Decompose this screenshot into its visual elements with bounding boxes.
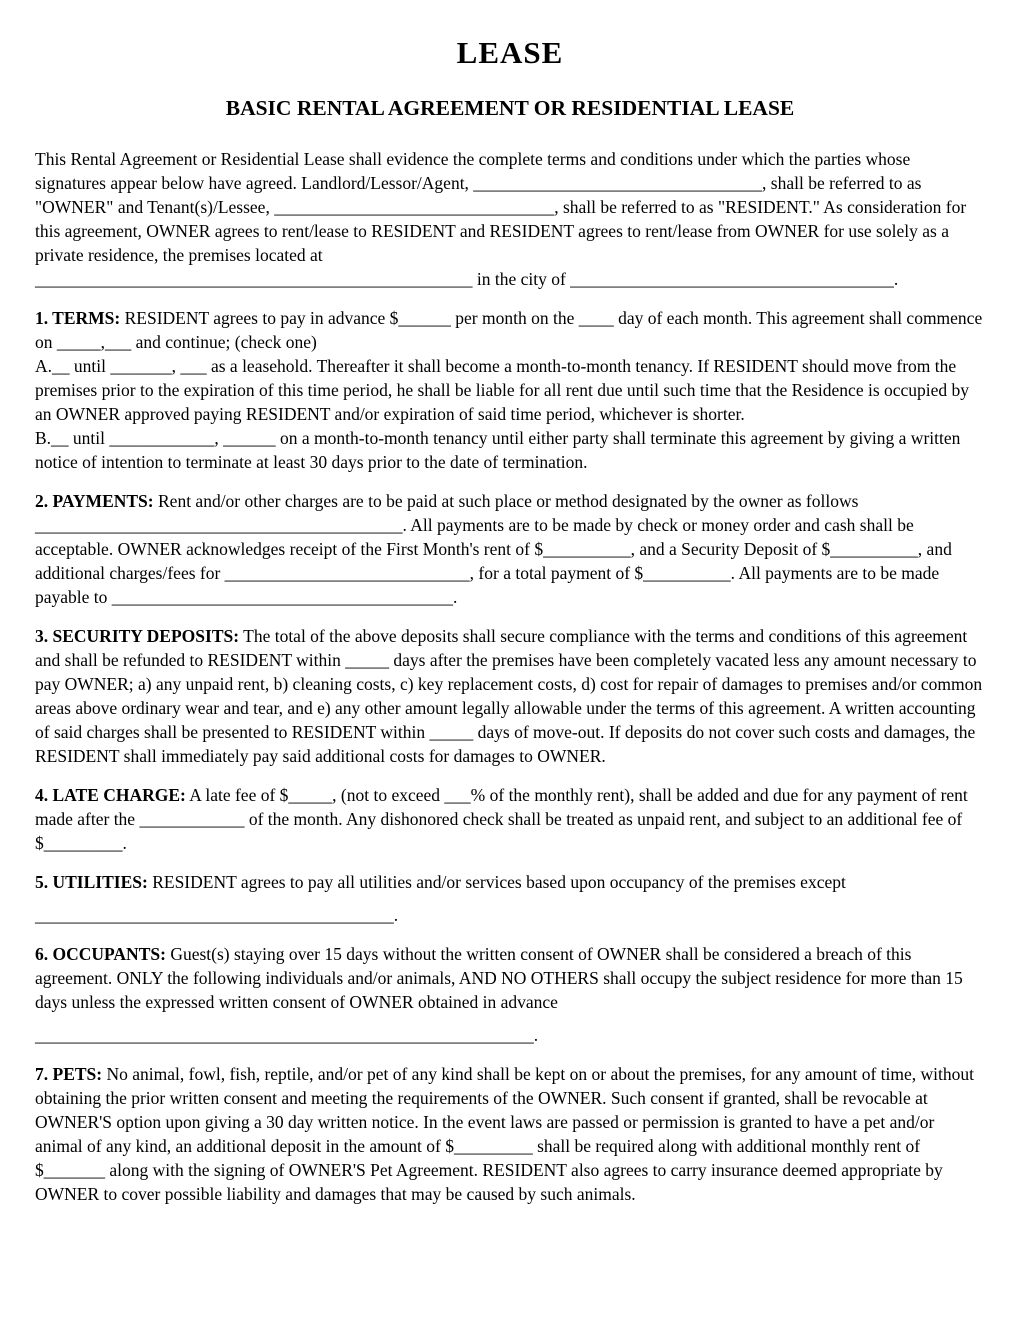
section-paragraph bbox=[35, 870, 985, 894]
section-label: 6. OCCUPANTS: bbox=[35, 944, 166, 964]
doc-title: LEASE bbox=[456, 35, 564, 70]
clause-b: B.__ until ____________, ______ on a month-to-month tenancy until either party shall terminate this agreement by giving a written notice of intention to terminate at least 30 days prior to the date of termination. bbox=[35, 428, 961, 472]
section-label: 1. TERMS: bbox=[35, 308, 121, 328]
section-paragraph bbox=[35, 489, 985, 609]
fill-in-blank-line: _________________________________________________________. bbox=[35, 1025, 539, 1045]
intro-section bbox=[35, 147, 985, 291]
section-text: A late fee of $_____, (not to exceed ___% of the monthly rent), shall be added and due for any payment of rent made after the ____________ of the month. Any dishonored check shall be treated as unpaid rent, and subject to an additional fee of $_________. bbox=[35, 785, 968, 853]
section-4-late-charge bbox=[35, 783, 985, 855]
section-label: 3. SECURITY DEPOSITS: bbox=[35, 626, 240, 646]
section-label: 4. LATE CHARGE: bbox=[35, 785, 186, 805]
section-text: RESIDENT agrees to pay in advance $______ per month on the ____ day of each month. This agreement shall commence on _____,___ and continue; (check one) bbox=[35, 308, 983, 352]
doc-subtitle: BASIC RENTAL AGREEMENT OR RESIDENTIAL LEASE bbox=[225, 96, 795, 120]
section-text: No animal, fowl, fish, reptile, and/or pet of any kind shall be kept on or about the premises, for any amount of time, without obtaining the prior written consent and meeting the requirements of the OWNER. Such consent if granted, shall be revocable at OWNER'S option upon giving a 30 day written notice. In the event laws are passed or permission is granted to have a pet and/or animal of any kind, an additional deposit in the amount of $_________ shall be required along with additional monthly rent of $_______ along with the signing of OWNER'S Pet Agreement. RESIDENT also agrees to carry insurance deemed appropriate by OWNER to cover possible liability and damages that may be caused by such animals. bbox=[35, 1064, 974, 1204]
section-3-security-deposits bbox=[35, 624, 985, 768]
section-2-payments bbox=[35, 489, 985, 609]
section-paragraph bbox=[35, 1062, 985, 1206]
section-paragraph bbox=[35, 783, 985, 855]
intro-paragraph: This Rental Agreement or Residential Lease shall evidence the complete terms and conditions under which the parties whose signatures appear below have agreed. Landlord/Lessor/Agent, _________________________________, shall be referred to as "OWNER" and Tenant(s)/Lessee, ________________________________, shall be referred to as "RESIDENT." As consideration for this agreement, OWNER agrees to rent/lease to RESIDENT and RESIDENT agrees to rent/lease from OWNER for use solely as a private residence, the premises located at bbox=[35, 149, 967, 265]
section-paragraph bbox=[35, 306, 985, 354]
section-label: 2. PAYMENTS: bbox=[35, 491, 154, 511]
section-7-pets bbox=[35, 1062, 985, 1206]
fill-in-blank-line: _________________________________________. bbox=[35, 905, 399, 925]
clause-a: A.__ until _______, ___ as a leasehold. Thereafter it shall become a month-to-month tenancy. If RESIDENT should move from the premises prior to the expiration of this time period, he shall be liable for all rent due until such time that the Residence is occupied by an OWNER approved paying RESIDENT and/or expiration of said time period, whichever is shorter. bbox=[35, 356, 970, 424]
section-paragraph bbox=[35, 942, 985, 1014]
intro-fill-in-line: __________________________________________________ in the city of _____________________________________. bbox=[35, 269, 899, 289]
section-text: Rent and/or other charges are to be paid at such place or method designated by the owner as follows __________________________________________. All payments are to be made by check or money order and cash shall be acceptable. OWNER acknowledges receipt of the First Month's rent of $__________, and a Security Deposit of $__________, and additional charges/fees for ____________________________, for a total payment of $__________. All payments are to be made payable to _______________________________________. bbox=[35, 491, 952, 607]
section-6-occupants bbox=[35, 942, 985, 1047]
section-label: 5. UTILITIES: bbox=[35, 872, 148, 892]
section-text: Guest(s) staying over 15 days without the written consent of OWNER shall be considered a breach of this agreement. ONLY the following individuals and/or animals, AND NO OTHERS shall occupy the subject residence for more than 15 days unless the expressed written consent of OWNER obtained in advance bbox=[35, 944, 963, 1012]
section-label: 7. PETS: bbox=[35, 1064, 103, 1084]
section-paragraph bbox=[35, 624, 985, 768]
section-1-terms bbox=[35, 306, 985, 474]
section-text: The total of the above deposits shall secure compliance with the terms and conditions of this agreement and shall be refunded to RESIDENT within _____ days after the premises have been completely vacated less any amount necessary to pay OWNER; a) any unpaid rent, b) cleaning costs, c) key replacement costs, d) cost for repair of damages to premises and/or common areas above ordinary wear and tear, and e) any other amount legally allowable under the terms of this agreement. A written accounting of said charges shall be presented to RESIDENT within _____ days of move-out. If deposits do not cover such costs and damages, the RESIDENT shall immediately pay said additional costs for damages to OWNER. bbox=[35, 626, 983, 766]
section-5-utilities bbox=[35, 870, 985, 927]
section-text: RESIDENT agrees to pay all utilities and/or services based upon occupancy of the premises except bbox=[152, 872, 846, 892]
